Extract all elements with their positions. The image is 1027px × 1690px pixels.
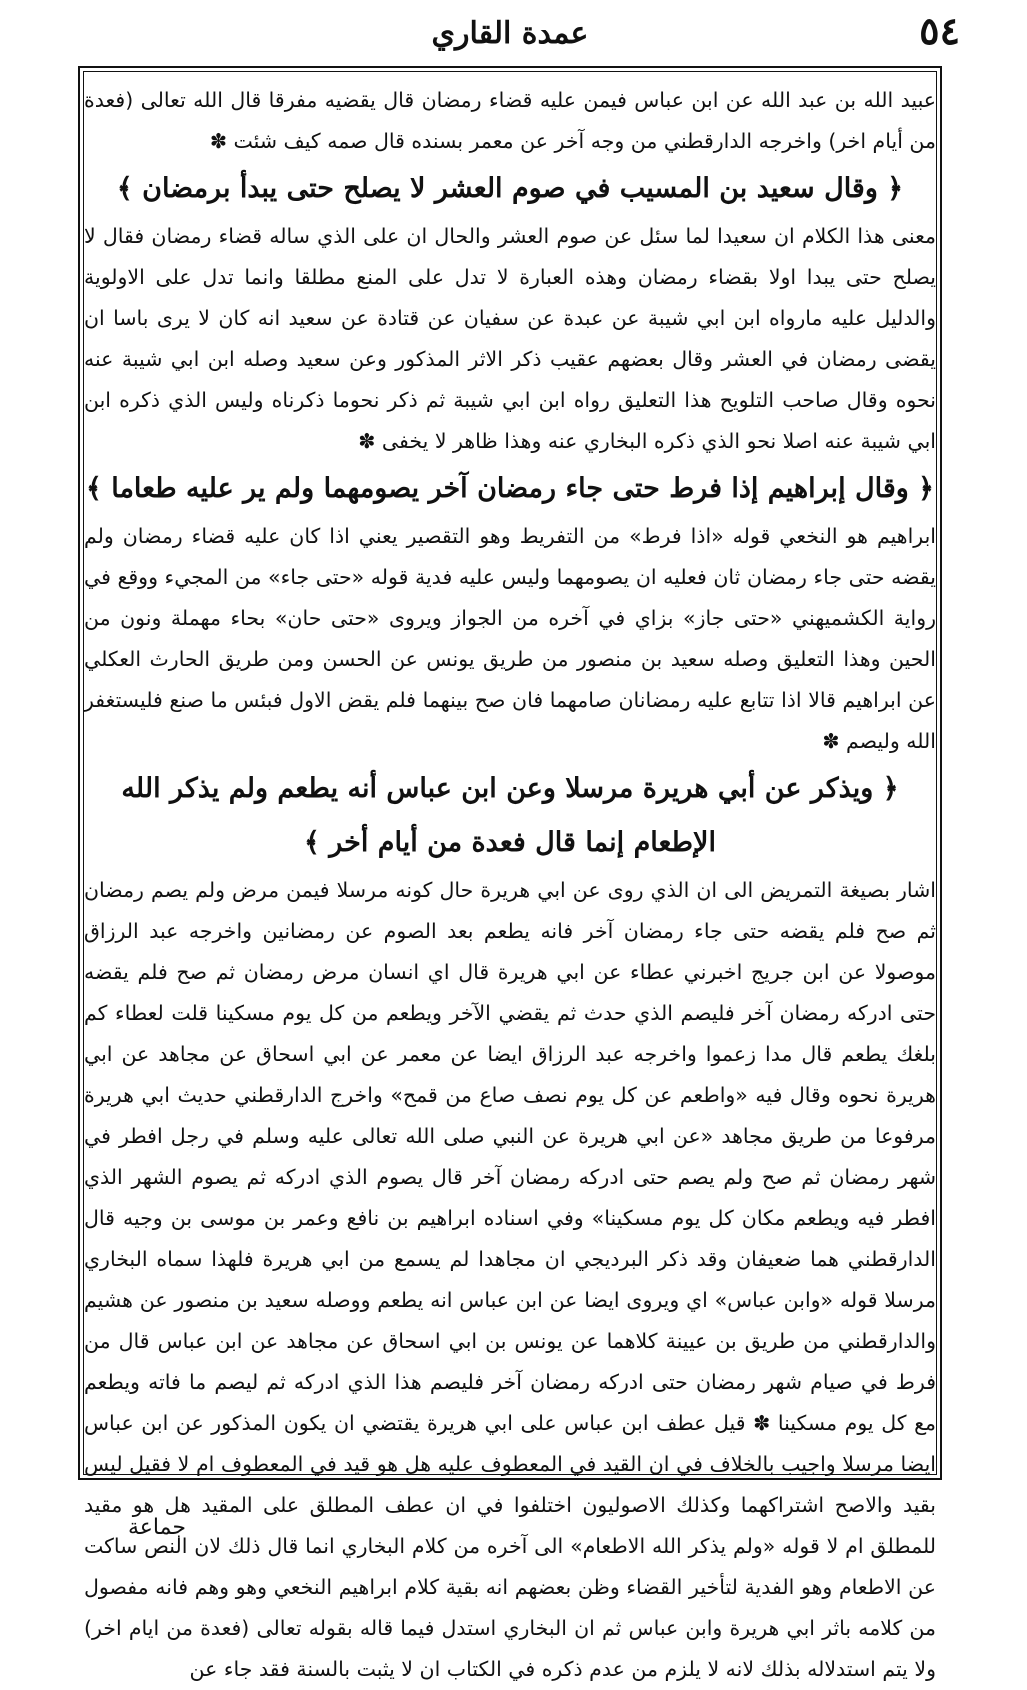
page-number: ٥٤ xyxy=(919,8,960,53)
paragraph: اشار بصيغة التمريض الى ان الذي روى عن ابي هريرة حال كونه مرسلا فيمن مرض ولم يصم رمضان ثم صح فلم يقضه حتى جاء رمضان آخر فانه يطعم بعد الصوم عن رمضانين واخرجه عبد الرزاق موصولا عن ابن جريج اخبرني عطاء عن ابي هريرة قال اي انسان مرض رمضان ثم صح فلم يقضه حتى ادركه رمضان آخر فليصم الذي حدث ثم يقضي الآخر ويطعم من كل يوم مسكينا قلت لعطاء كم بلغك يطعم قال مدا زعموا واخرجه عبد الرزاق ايضا عن معمر عن ابي اسحاق عن مجاهد عن ابي هريرة نحوه وقال فيه «واطعم عن كل يوم نصف صاع من قمح» واخرج الدارقطني حديث ابي هريرة مرفوعا من طريق مجاهد «عن ابي هريرة عن النبي صلى الله تعالى عليه وسلم في رجل افطر في شهر رمضان ثم صح ولم يصم حتى ادركه رمضان آخر قال يصوم الذي ادركه ثم يصوم الشهر الذي افطر فيه ويطعم مكان كل يوم مسكينا» وفي اسناده ابراهيم بن نافع وعمر بن موسى بن وجيه قال الدارقطني هما ضعيفان وقد ذكر البرديجي ان مجاهدا لم يسمع من ابي هريرة فلهذا سماه البخاري مرسلا قوله «وابن عباس» اي ويروى ايضا عن ابن عباس انه يطعم ووصله سعيد بن منصور عن هشيم والدارقطني من طريق بن عيينة كلاهما عن يونس بن ابي اسحاق عن مجاهد عن ابن عباس قال من فرط في صيام شهر رمضان حتى ادركه رمضان آخر فليصم هذا الذي ادركه ثم ليصم ما فاته ويطعم مع كل يوم مسكينا ✽ قيل عطف ابن عباس على ابي هريرة يقتضي ان يكون المذكور عن ابن عباس ايضا مرسلا واجيب بالخلاف في ان القيد في المعطوف عليه هل هو قيد في المعطوف ام لا فقيل ليس بقيد والاصح اشتراكهما وكذلك الاصوليون اختلفوا في ان عطف المطلق على المقيد هل هو مقيد للمطلق ام لا قوله «ولم يذكر الله الاطعام» الى آخره من كلام البخاري انما قال ذلك لان النص ساكت عن الاطعام وهو الفدية لتأخير القضاء وظن بعضهم انه بقية كلام ابراهيم النخعي وهو وهم فانه مفصول من كلامه باثر ابي هريرة وابن عباس ثم ان البخاري استدل فيما قاله بقوله تعالى (فعدة من ايام اخر) ولا يتم استدلاله بذلك لانه لا يلزم من عدم ذكره في الكتاب ان لا يثبت بالسنة فقد جاء عن xyxy=(84,878,936,1681)
section-heading: ﴿ ويذكر عن أبي هريرة مرسلا وعن ابن عباس أنه يطعم ولم يذكر الله الإطعام إنما قال فعدة من أيام أخر ﴾ xyxy=(121,773,899,858)
catchword: جماعة xyxy=(128,1515,186,1540)
section-heading: ﴿ وقال إبراهيم إذا فرط حتى جاء رمضان آخر يصومهما ولم ير عليه طعاما ﴾ xyxy=(86,473,934,504)
page-header xyxy=(60,8,960,58)
running-title: عمدة القاري xyxy=(431,16,589,51)
paragraph: عبيد الله بن عبد الله عن ابن عباس فيمن عليه قضاء رمضان قال يقضيه مفرقا قال الله تعالى (فعدة من أيام اخر) واخرجه الدارقطني من وجه آخر عن معمر بسنده قال صمه كيف شئت ✽ xyxy=(84,88,936,153)
section-heading: ﴿ وقال سعيد بن المسيب في صوم العشر لا يصلح حتى يبدأ برمضان ﴾ xyxy=(116,173,904,204)
paragraph: معنى هذا الكلام ان سعيدا لما سئل عن صوم العشر والحال ان على الذي ساله قضاء رمضان فقال لا يصلح حتى يبدا اولا بقضاء رمضان وهذه العبارة لا تدل على المنع مطلقا وانما تدل على الاولوية والدليل عليه مارواه ابن ابي شيبة عن عبدة عن سفيان عن قتادة عن سعيد انه كان لا يرى باسا ان يقضى رمضان في العشر وقال بعضهم عقيب ذكر الاثر المذكور وعن سعيد وصله ابن ابي شيبة عنه نحوه وقال صاحب التلويح هذا التعليق رواه ابن ابي شيبة ثم ذكر نحوما ذكرناه وليس الذي ذكره ابن ابي شيبة عنه اصلا نحو الذي ذكره البخاري عنه وهذا ظاهر لا يخفى ✽ xyxy=(84,224,936,453)
paragraph: ابراهيم هو النخعي قوله «اذا فرط» من التفريط وهو التقصير يعني اذا كان عليه قضاء رمضان ولم يقضه حتى جاء رمضان ثان فعليه ان يصومهما وليس عليه فدية قوله «حتى جاء» من المجيء ووقع في رواية الكشميهني «حتى جاز» بزاي في آخره من الجواز ويروى «حتى حان» بحاء مهملة ونون من الحين وهذا التعليق وصله سعيد بن منصور من طريق يونس عن الحسن ومن طريق الحارث العكلي عن ابراهيم قالا اذا تتابع عليه رمضانان صامهما فان صح بينهما فلم يقض الاول فبئس ما صنع فليستغفر الله وليصم ✽ xyxy=(84,524,936,753)
